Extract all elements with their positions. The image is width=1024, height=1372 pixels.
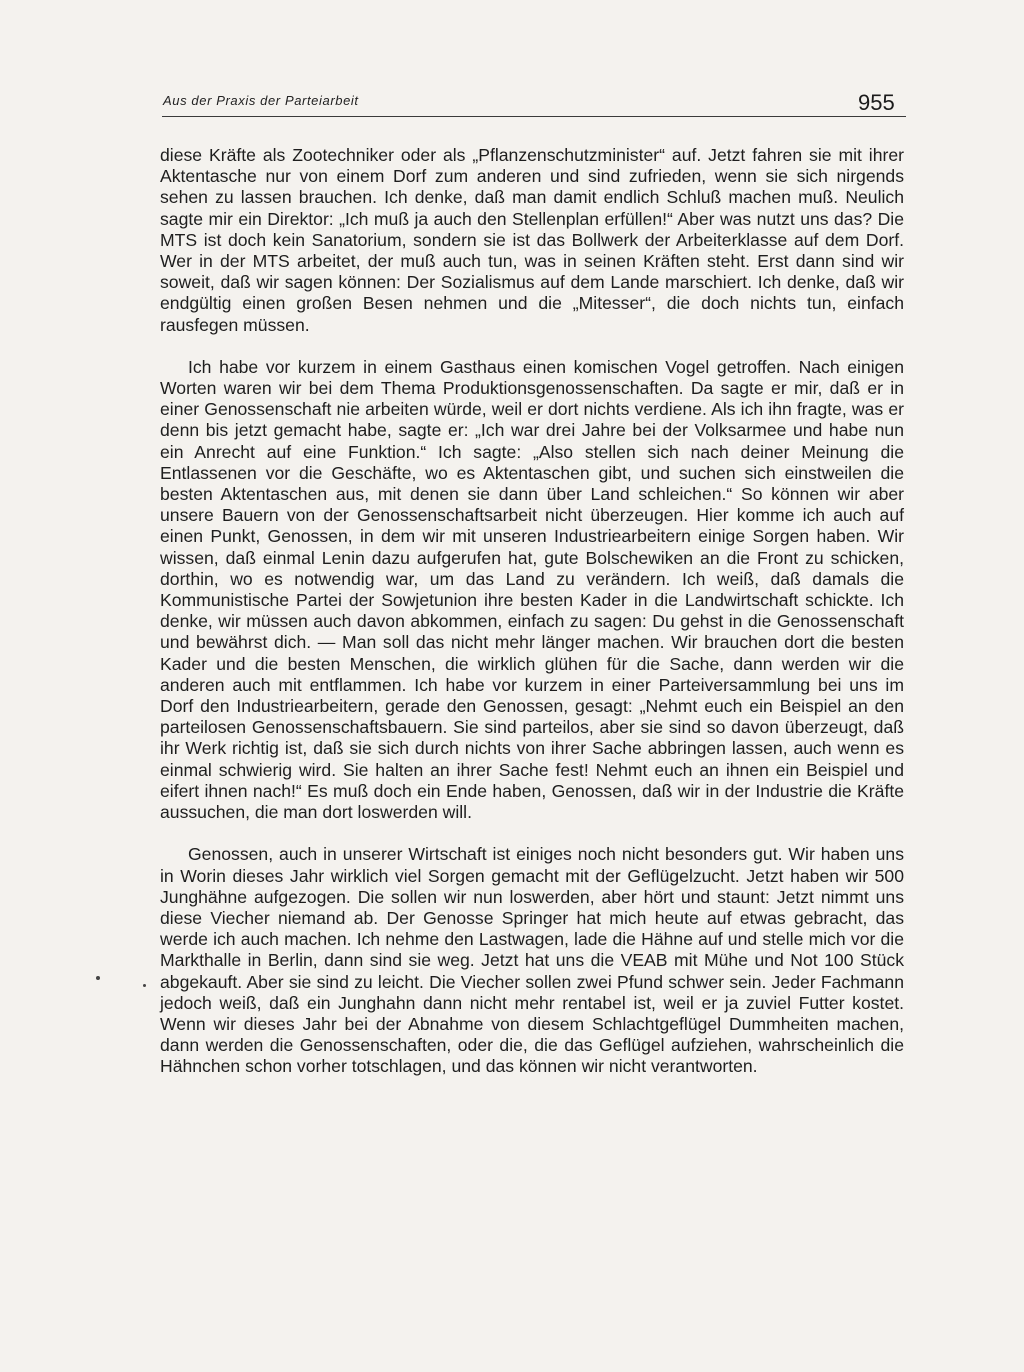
running-title: Aus der Praxis der Parteiarbeit: [163, 93, 359, 108]
print-speck: [143, 984, 146, 987]
header-rule: [162, 116, 906, 117]
body-text: [160, 145, 904, 1078]
print-speck: [96, 976, 100, 980]
paragraph-2: Ich habe vor kurzem in einem Gasthaus einen komischen Vogel getroffen. Nach einigen Worten waren wir bei dem Thema Produktionsgenossenschaften. Da sagte er mir, daß er in einer Genossenschaft nie arbeiten würde, weil er dort nichts verdiene. Als ich ihn fragte, was er denn bis jetzt gemacht habe, sagte er: „Ich war drei Jahre bei der Volksarmee und habe nun ein Anrecht auf eine Funktion.“ Ich sagte: „Also stellen sich nach deiner Meinung die Entlassenen vor die Geschäfte, wo es Aktentaschen gibt, und suchen sich einstweilen die besten Aktentaschen aus, mit denen sie dann über Land schleichen.“ So können wir aber unsere Bauern von der Genossenschaftsarbeit nicht überzeugen. Hier komme ich auch auf einen Punkt, Genossen, in dem wir mit unseren Industriearbeitern einige Sorgen haben. Wir wissen, daß einmal Lenin dazu aufgerufen hat, gute Bolschewiken an die Front zu schicken, dorthin, wo es notwendig war, um das Land zu verändern. Ich weiß, daß damals die Kommunistische Partei der Sowjetunion ihre besten Kader in die Landwirtschaft schickte. Ich denke, wir müssen auch davon abkommen, einfach zu sagen: Du gehst in die Genossenschaft und bewährst dich. — Man soll das nicht mehr länger machen. Wir brauchen dort die besten Kader und die besten Menschen, die wirklich glühen für die Sache, dann werden wir die anderen auch mit entflammen. Ich habe vor kurzem in einer Parteiversammlung bei uns im Dorf den Industriearbeitern, gerade den Genossen, gesagt: „Nehmt euch ein Beispiel an den parteilosen Genossenschaftsbauern. Sie sind parteilos, aber sie sind so davon überzeugt, daß ihr Werk richtig ist, daß sie sich durch nichts von ihrer Sache abbringen lassen, auch wenn es einmal schwierig wird. Sie halten an ihrer Sache fest! Nehmt euch an ihnen ein Beispiel und eifert ihnen nach!“ Es muß doch ein Ende haben, Genossen, daß wir in der Industrie die Kräfte aussuchen, die man dort loswerden will.: [160, 356, 904, 823]
paragraph-3: Genossen, auch in unserer Wirtschaft ist einiges noch nicht besonders gut. Wir haben uns in Worin dieses Jahr wirklich viel Sorgen gemacht mit der Geflügelzucht. Jetzt haben wir 500 Junghähne aufgezogen. Die sollen wir nun loswerden, aber hört und staunt: Jetzt nimmt uns diese Viecher niemand ab. Der Genosse Springer hat mich heute auf etwas gebracht, das werde ich auch machen. Ich nehme den Lastwagen, lade die Hähne auf und stelle mich vor die Markthalle in Berlin, dann sind sie weg. Jetzt hat uns die VEAB mit Mühe und Not 100 Stück abgekauft. Aber sie sind zu leicht. Die Viecher sollen zwei Pfund schwer sein. Jeder Fachmann jedoch weiß, daß ein Junghahn dann nicht mehr rentabel ist, weil er ja zuviel Futter kostet. Wenn wir dieses Jahr bei der Abnahme von diesem Schlachtgeflügel Dummheiten machen, dann werden die Genossenschaften, oder die, die das Geflügel aufziehen, wahrscheinlich die Hähnchen schon vorher totschlagen, und das können wir nicht verantworten.: [160, 844, 904, 1077]
paragraph-1: diese Kräfte als Zootechniker oder als „Pflanzenschutzminister“ auf. Jetzt fahren sie mit ihrer Aktentasche nur von einem Dorf zum anderen und sind zufrieden, wenn sie sich nirgends sehen zu lassen brauchen. Ich denke, daß man damit endlich Schluß machen muß. Neulich sagte mir ein Direktor: „Ich muß ja auch den Stellenplan erfüllen!“ Aber was nutzt uns das? Die MTS ist doch kein Sanatorium, sondern sie ist das Bollwerk der Arbeiterklasse auf dem Dorf. Wer in der MTS arbeitet, der muß auch tun, was in seinen Kräften steht. Erst dann sind wir soweit, daß wir sagen können: Der Sozialismus auf dem Lande marschiert. Ich denke, daß wir endgültig einen großen Besen nehmen und die „Mitesser“, die doch nichts tun, einfach rausfegen müssen.: [160, 145, 904, 335]
page-number: 955: [858, 90, 895, 115]
